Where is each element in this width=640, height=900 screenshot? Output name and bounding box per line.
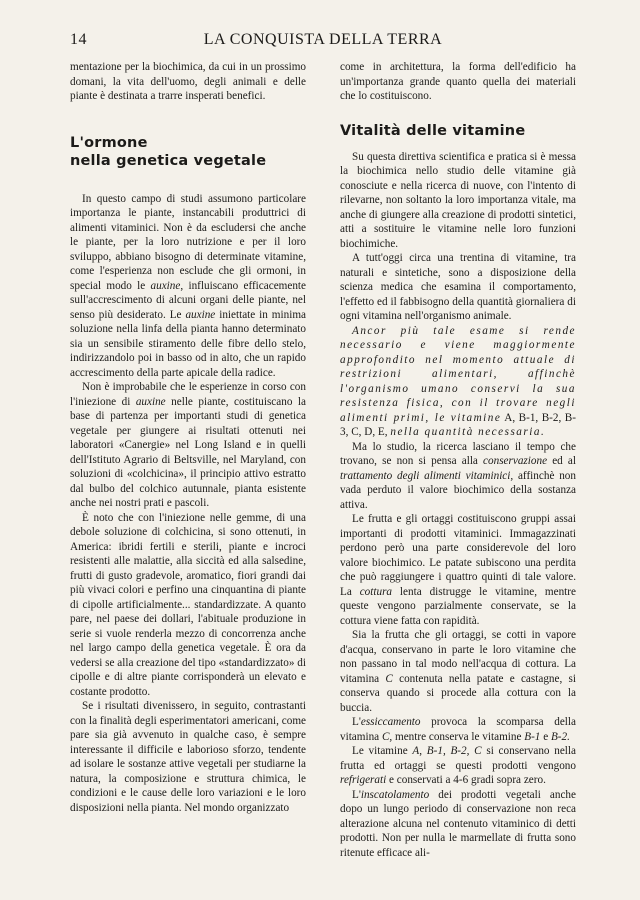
italic-term: B-2. — [550, 730, 570, 743]
paragraph-vapore — [340, 628, 576, 715]
text: ed al — [547, 455, 576, 467]
paragraph-risultati: Se i risultati divenissero, in seguito, contrastanti con la finalità degli esperimentatori americani, come pare sia già avvenuto in qualche caso, è sempre interessante il difficile e laborioso sforzo, tendente ad isolare le sostanze attive vegetali per studiarne la natura, la composizione e struttura chimica, le condizioni e le cause delle loro variazioni e le loro disposizioni nella pianta. Nel mondo organizzato — [70, 700, 306, 814]
heading-line-2: nella genetica vegetale — [70, 152, 267, 169]
text: nelle piante, costituiscano la base di partenza per importanti studi di genetica vegetale per giungere ai risultati ottenuti nei laboratori «Canergie» nel Long Island e in quelli dell'Istituto Agrario di Beltsville, nel Maryland, con soluzioni di «colchicina», il principio attivo estratto dal bulbo del colchico autunnale, pianta esistente anche nei nostri prati e pascoli. — [70, 395, 306, 509]
paragraph-america: È noto che con l'iniezione nelle gemme, di una debole soluzione di colchicina, si sono ottenuti, in America: ibridi fertili e sterili, piante e incroci resistenti alle malattie, alla siccità ed alla salsedine, frutti di gusto gradevole, aromatico, fiori grandi dai più vivaci colori e perfino una cinquantina di piante di cipolle artificialmente... standardizzate. A quanto pare, nel paese dei dollari, l'abituale produzione in serie si vuole renderla mezzo di concorrenza anche nel largo campo della genetica vegetale. È ora da vedersi se alla creazione del tipo «standardizzato» di cipolle e di altre piante corrisponderà un elevato e costante prodotto. — [70, 511, 306, 698]
italic-term: refrigerati — [340, 774, 387, 786]
paragraph-essiccamento — [340, 715, 576, 744]
paragraph-frutta — [340, 512, 576, 628]
text: iniettate in minima soluzione nella linfa della pianta hanno determinato sia un sensibile stiramento delle fibre dello stelo, indirizzandolo poi in basso od in alto, che un rapido accrescimento della parte apicale della radice. — [70, 308, 306, 379]
text: e — [540, 730, 551, 743]
paragraph-italic-esame — [340, 324, 576, 440]
italic-term: auxine — [150, 279, 181, 292]
italic-term: cottura — [359, 585, 393, 598]
vitamin-list: A, B-1, B-2, B-3, C, D, E, — [340, 411, 576, 438]
running-title: LA CONQUISTA DELLA TERRA — [203, 31, 443, 48]
text: lenta distrugge le vitamine, mentre queste vengono parzialmente conservate, se la cottura viene fatta con rapidità. — [340, 585, 576, 627]
text: In questo campo di studi assumono particolare importanza le piante, instancabili produttrici di alimenti vitaminici. Non è da escludersi che anche le piante, per la loro nutrizione e per il loro sviluppo, abbiano bisogno di determinate vitamine, come l'esperienza non esclude che gli ormoni, in special modo le — [70, 192, 306, 292]
italic-text: Ancor più tale esame si rende necessario e viene maggiormente approfondito nel momento attuale di restrizioni alimentari, affinchè l'organismo umano conservi la sua resistenza fisica, con il trovare negli alimenti primi, le vitamine — [340, 324, 576, 424]
paragraph-refrigerati — [340, 744, 576, 788]
text: L' — [352, 788, 361, 801]
italic-term: inscatolamento — [360, 788, 430, 801]
paragraph-conservazione — [340, 440, 576, 513]
paragraph-auxine — [70, 192, 306, 381]
italic-term: C — [385, 672, 393, 685]
italic-term: auxine — [185, 308, 216, 321]
text: Ma lo studio, la ricerca lasciano il tempo che trovano, se non si pensa alla — [340, 440, 576, 467]
italic-term: auxine — [135, 395, 166, 408]
heading-line-1: L'ormone — [70, 134, 148, 151]
text: Le vitamine — [352, 745, 413, 757]
page-header — [70, 31, 576, 51]
text: contenuta nella patate e castagne, si conserva quando si procede alla cottura con la buccia. — [340, 672, 576, 714]
paragraph-direttiva: Su questa direttiva scientifica e pratica si è messa la biochimica nello studio delle vitamine già conosciute e nella ricerca di nuove, con l'intento di rilevarne, non soltanto la loro importanza vitale, ma anche di giungere alla creazione di prodotti sintetici, atti a sostituire le vitamine nelle loro funzioni biochimiche. — [340, 150, 576, 250]
italic-term: C, — [381, 730, 393, 743]
paragraph-inscatolamento — [340, 788, 576, 861]
text: si conservano nella frutta ed ortaggi se questi prodotti vengono — [340, 745, 576, 772]
section-heading-ormone — [70, 134, 306, 170]
text: Sia la frutta che gli ortaggi, se cotti in vapore d'acqua, conservano in parte le loro vitamine che non passano in tal modo nell'acqua di cottura. La vitamina — [340, 629, 576, 685]
italic-term: essiccamento — [360, 716, 421, 728]
text: Non è improbabile che le esperienze in corso con l'iniezione di — [70, 381, 306, 408]
text: L' — [352, 716, 361, 728]
section-heading-vitamine: Vitalità delle vitamine — [340, 122, 526, 139]
right-intro-paragraph: come in architettura, la forma dell'edificio ha un'importanza grande quanto quella dei materiali che lo costituiscono. — [340, 61, 576, 102]
right-column — [340, 60, 576, 860]
left-intro-paragraph: mentazione per la biochimica, da cui in un prossimo domani, la vita dell'uomo, degli animali e delle piante è destinata a trarre insperati benefici. — [70, 61, 306, 102]
italic-term: A, B-1, B-2, C — [412, 745, 482, 757]
text: dei prodotti vegetali anche dopo un lungo periodo di conservazione non reca alterazione alcuna nel contenuto vitaminico di detti prodotti. Non per nulla le marmellate di frutta sono ritenute efficace ali- — [340, 788, 576, 859]
text: e conservati a 4-6 gradi sopra zero. — [386, 774, 546, 786]
paragraph-colchicina — [70, 380, 306, 511]
text: Le frutta e gli ortaggi costituiscono gruppi assai importanti di prodotti vitaminici. Immagazzinati perdono però una parte considerevole del loro valore biochimico. Le patate subiscono una perdita che può raggiungere i quattro quinti di tale valore. La — [340, 513, 576, 598]
italic-text: nella quantità necessaria. — [390, 426, 546, 438]
left-column — [70, 60, 306, 815]
italic-term: B-1 — [524, 730, 541, 743]
italic-term: conservazione — [483, 455, 548, 467]
text: affinchè non vada perduto il valore biochimico della sostanza attiva. — [340, 469, 576, 511]
page-number: 14 — [70, 31, 87, 48]
text: , influiscano efficacemente sull'accrescimento di alcuni organi delle piante, nel senso più desiderato. Le — [70, 279, 306, 321]
italic-term: trattamento degli alimenti vitaminici, — [340, 469, 514, 482]
text: provoca la scomparsa della vitamina — [340, 716, 576, 743]
paragraph-trentina: A tutt'oggi circa una trentina di vitamine, tra naturali e sintetiche, sono a disposizione della scienza medica che esamina il comportamento, l'effetto ed il fabbisogno della quantità giornaliera di ogni vitamina nell'organismo animale. — [340, 252, 576, 322]
text: mentre conserva le vitamine — [392, 730, 525, 743]
